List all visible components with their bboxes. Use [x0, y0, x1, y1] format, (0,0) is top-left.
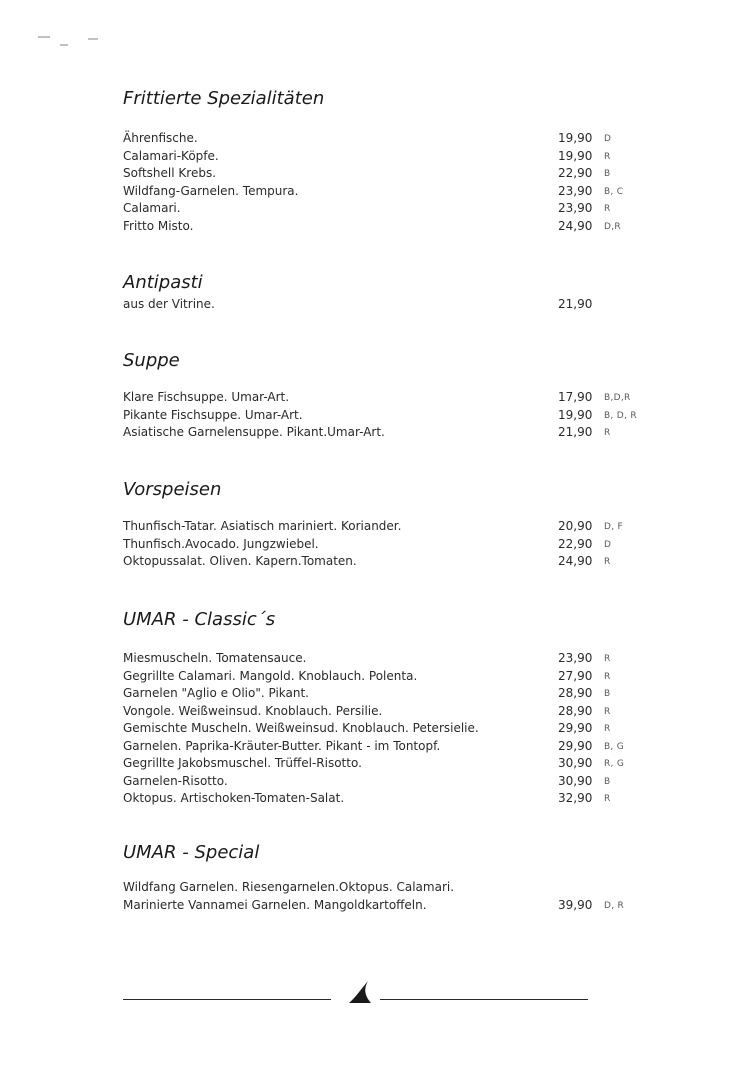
item-price: 24,90 — [558, 218, 593, 233]
menu-item — [123, 296, 643, 314]
item-allergens: R — [604, 794, 611, 804]
item-list — [123, 879, 643, 914]
section-suppe — [123, 350, 643, 442]
item-name: Gegrillte Calamari. Mangold. Knoblauch. Polenta. — [123, 668, 418, 683]
menu-item — [123, 183, 643, 201]
item-price: 23,90 — [558, 651, 593, 665]
item-price: 22,90 — [558, 166, 593, 180]
section-frittierte-spezialitaeten — [123, 88, 643, 235]
item-name: Wildfang Garnelen. Riesengarnelen.Oktopus. Calamari. — [123, 880, 455, 894]
menu-item — [123, 518, 643, 536]
menu-item — [123, 553, 643, 571]
item-name: aus der Vitrine. — [123, 297, 215, 311]
item-name: Fritto Misto. — [123, 218, 194, 233]
item-name: Garnelen "Aglio e Olio". Pikant. — [123, 686, 309, 700]
item-name: Ährenfische. — [123, 131, 198, 145]
item-price: 19,90 — [558, 148, 593, 163]
item-list — [123, 389, 643, 442]
item-allergens: D, R — [604, 900, 625, 911]
section-title: Frittierte Spezialitäten — [123, 88, 325, 109]
scan-mark — [88, 38, 98, 40]
item-price: 20,90 — [558, 519, 593, 533]
item-name: Softshell Krebs. — [123, 166, 217, 180]
item-price: 23,90 — [558, 183, 593, 198]
item-name: Wildfang-Garnelen. Tempura. — [123, 183, 299, 198]
menu-item — [123, 703, 643, 721]
item-price: 29,90 — [558, 721, 593, 735]
item-price: 32,90 — [558, 791, 593, 805]
menu-item — [123, 738, 643, 756]
menu-item — [123, 790, 643, 808]
menu-item — [123, 536, 643, 554]
item-price: 29,90 — [558, 738, 593, 753]
item-allergens: R — [604, 671, 611, 682]
menu-item — [123, 218, 643, 236]
item-allergens: R, G — [604, 759, 625, 769]
item-price: 21,90 — [558, 425, 593, 439]
shark-fin-icon — [347, 980, 375, 1004]
scan-mark — [38, 36, 50, 38]
item-name: Oktopussalat. Oliven. Kapern.Tomaten. — [123, 554, 357, 568]
section-umar-classics — [123, 609, 643, 808]
menu-item — [123, 755, 643, 773]
item-allergens: B, G — [604, 741, 625, 752]
item-allergens: B,D,R — [604, 393, 631, 403]
item-price: 21,90 — [558, 297, 593, 311]
item-name: Garnelen. Paprika-Kräuter-Butter. Pikant - im Tontopf. — [123, 738, 441, 753]
section-title: Vorspeisen — [123, 479, 222, 500]
item-allergens: B — [604, 776, 611, 787]
item-price: 28,90 — [558, 686, 593, 700]
item-price: 27,90 — [558, 668, 593, 683]
menu-item — [123, 148, 643, 166]
item-allergens: R — [604, 654, 611, 664]
menu-item — [123, 407, 643, 425]
menu-item — [123, 897, 643, 915]
menu-item — [123, 879, 643, 897]
item-name: Garnelen-Risotto. — [123, 773, 228, 788]
footer-rule-left — [123, 999, 331, 1000]
item-price: 19,90 — [558, 131, 593, 145]
section-title: Suppe — [123, 350, 180, 371]
item-allergens: R — [604, 724, 611, 734]
item-allergens: B — [604, 689, 611, 699]
item-name: Gemischte Muscheln. Weißweinsud. Knoblauch. Petersielie. — [123, 721, 479, 735]
menu-item — [123, 773, 643, 791]
item-price: 19,90 — [558, 407, 593, 422]
item-allergens: B — [604, 169, 611, 179]
item-price: 17,90 — [558, 390, 593, 404]
item-allergens: R — [604, 204, 611, 214]
item-price: 30,90 — [558, 773, 593, 788]
item-name: Thunfisch-Tatar. Asiatisch mariniert. Koriander. — [123, 519, 402, 533]
section-title: Antipasti — [123, 272, 203, 293]
item-list — [123, 518, 643, 571]
menu-item — [123, 165, 643, 183]
item-name: Klare Fischsuppe. Umar-Art. — [123, 390, 290, 404]
section-vorspeisen — [123, 479, 643, 571]
item-name: Gegrillte Jakobsmuschel. Trüffel-Risotto. — [123, 756, 362, 770]
section-title: UMAR - Special — [123, 842, 260, 863]
section-title: UMAR - Classic´s — [123, 609, 276, 630]
menu-item — [123, 130, 643, 148]
item-list — [123, 130, 643, 235]
menu-item — [123, 424, 643, 442]
item-list — [123, 650, 643, 808]
menu-item — [123, 200, 643, 218]
item-name: Calamari. — [123, 201, 181, 215]
item-allergens: D — [604, 539, 612, 550]
section-antipasti — [123, 272, 643, 314]
item-allergens: D,R — [604, 221, 621, 232]
footer-rule-right — [380, 999, 588, 1000]
item-allergens: D, F — [604, 522, 624, 532]
item-name: Pikante Fischsuppe. Umar-Art. — [123, 407, 303, 422]
item-name: Marinierte Vannamei Garnelen. Mangoldkartoffeln. — [123, 897, 427, 912]
item-name: Vongole. Weißweinsud. Knoblauch. Persilie. — [123, 703, 383, 718]
item-allergens: B, C — [604, 186, 624, 197]
item-name: Thunfisch.Avocado. Jungzwiebel. — [123, 536, 319, 551]
item-allergens: B, D, R — [604, 410, 637, 421]
item-price: 23,90 — [558, 201, 593, 215]
item-name: Asiatische Garnelensuppe. Pikant.Umar-Art. — [123, 425, 385, 439]
item-name: Oktopus. Artischoken-Tomaten-Salat. — [123, 791, 345, 805]
menu-item — [123, 668, 643, 686]
item-price: 22,90 — [558, 536, 593, 551]
section-umar-special — [123, 842, 643, 914]
menu-item — [123, 720, 643, 738]
item-allergens: R — [604, 151, 611, 162]
menu-item — [123, 389, 643, 407]
item-allergens: D — [604, 134, 612, 144]
menu-item — [123, 650, 643, 668]
item-price: 30,90 — [558, 756, 593, 770]
item-allergens: R — [604, 706, 611, 717]
item-name: Miesmuscheln. Tomatensauce. — [123, 651, 307, 665]
item-name: Calamari-Köpfe. — [123, 148, 219, 163]
scan-mark — [60, 44, 68, 46]
item-price: 24,90 — [558, 554, 593, 568]
menu-item — [123, 685, 643, 703]
item-price: 28,90 — [558, 703, 593, 718]
item-allergens: R — [604, 428, 611, 438]
item-allergens: R — [604, 557, 611, 567]
item-price: 39,90 — [558, 897, 593, 912]
